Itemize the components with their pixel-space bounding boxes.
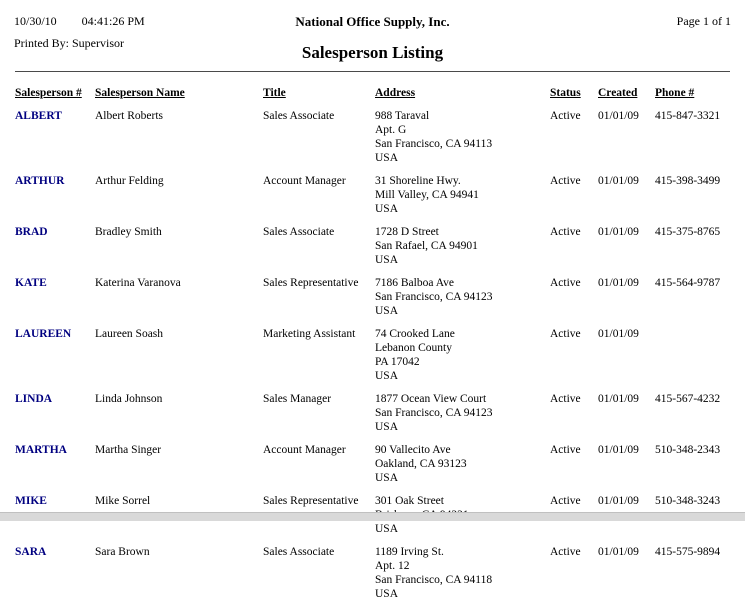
salesperson-phone: 415-847-3321 (655, 110, 721, 122)
address-line: 90 Vallecito Ave (375, 444, 451, 456)
salesperson-title: Account Manager (263, 175, 346, 187)
print-datetime (14, 14, 234, 29)
salesperson-created: 01/01/09 (598, 444, 639, 456)
salesperson-title: Account Manager (263, 444, 346, 456)
address-line: Lebanon County (375, 342, 452, 354)
salesperson-name: Arthur Felding (95, 175, 164, 187)
address-line: 74 Crooked Lane (375, 328, 455, 340)
horizontal-scrollbar[interactable] (0, 512, 745, 521)
address-line: 988 Taraval (375, 110, 430, 122)
address-line: Oakland, CA 93123 (375, 458, 467, 470)
address-line: USA (375, 203, 399, 215)
salesperson-id: MIKE (15, 495, 47, 507)
table-row (0, 392, 745, 434)
column-header: Address (375, 87, 416, 99)
address-line: San Rafael, CA 94901 (375, 240, 478, 252)
salesperson-address (375, 545, 550, 601)
salesperson-address (375, 109, 550, 165)
column-header: Status (550, 87, 581, 99)
salesperson-id: ALBERT (15, 110, 62, 122)
header-rule (15, 71, 730, 72)
salesperson-id: LINDA (15, 393, 53, 405)
salesperson-created: 01/01/09 (598, 175, 639, 187)
salesperson-id: MARTHA (15, 444, 67, 456)
salesperson-phone: 415-398-3499 (655, 175, 721, 187)
address-line: USA (375, 472, 399, 484)
salesperson-title: Sales Associate (263, 110, 335, 122)
address-line: 301 Oak Street (375, 495, 444, 507)
address-line: Mill Valley, CA 94941 (375, 189, 479, 201)
salesperson-created: 01/01/09 (598, 328, 639, 340)
salesperson-phone: 415-567-4232 (655, 393, 721, 405)
salesperson-id: ARTHUR (15, 175, 65, 187)
salesperson-status: Active (550, 444, 581, 456)
salesperson-name: Sara Brown (95, 546, 150, 558)
salesperson-name: Bradley Smith (95, 226, 162, 238)
salesperson-created: 01/01/09 (598, 277, 639, 289)
address-line: USA (375, 305, 399, 317)
salesperson-name: Laureen Soash (95, 328, 164, 340)
salesperson-name: Linda Johnson (95, 393, 163, 405)
table-row (0, 327, 745, 383)
salesperson-id: SARA (15, 546, 47, 558)
table-body (0, 109, 745, 601)
salesperson-title: Sales Representative (263, 495, 359, 507)
address-line: PA 17042 (375, 356, 420, 368)
column-header: Salesperson # (15, 87, 82, 99)
address-line: 1728 D Street (375, 226, 439, 238)
salesperson-status: Active (550, 226, 581, 238)
salesperson-id: BRAD (15, 226, 48, 238)
report-header (0, 0, 745, 72)
salesperson-address (375, 443, 550, 485)
table-row (0, 174, 745, 216)
salesperson-address (375, 276, 550, 318)
address-line: San Francisco, CA 94123 (375, 291, 493, 303)
address-line: USA (375, 370, 399, 382)
salesperson-phone: 510-348-2343 (655, 444, 721, 456)
salesperson-phone: 415-375-8765 (655, 226, 721, 238)
address-line: 1877 Ocean View Court (375, 393, 487, 405)
salesperson-address (375, 327, 550, 383)
address-line: USA (375, 152, 399, 164)
address-line: Apt. 12 (375, 560, 410, 572)
address-line: 7186 Balboa Ave (375, 277, 454, 289)
address-line: Apt. G (375, 124, 407, 136)
address-line: 31 Shoreline Hwy. (375, 175, 461, 187)
salesperson-phone: 415-564-9787 (655, 277, 721, 289)
salesperson-status: Active (550, 175, 581, 187)
salesperson-status: Active (550, 546, 581, 558)
salesperson-created: 01/01/09 (598, 393, 639, 405)
salesperson-title: Sales Representative (263, 277, 359, 289)
printed-date: 10/30/10 (14, 14, 57, 28)
address-line: USA (375, 254, 399, 266)
salesperson-created: 01/01/09 (598, 226, 639, 238)
salesperson-title: Sales Manager (263, 393, 332, 405)
salesperson-title: Sales Associate (263, 546, 335, 558)
salesperson-created: 01/01/09 (598, 110, 639, 122)
address-line: 1189 Irving St. (375, 546, 444, 558)
salesperson-address (375, 174, 550, 216)
salesperson-title: Sales Associate (263, 226, 335, 238)
column-header: Title (263, 87, 286, 99)
salesperson-address (375, 392, 550, 434)
table-row (0, 109, 745, 165)
salesperson-phone: 415-575-9894 (655, 546, 721, 558)
table-row (0, 225, 745, 267)
salesperson-name: Albert Roberts (95, 110, 164, 122)
salesperson-phone: 510-348-3243 (655, 495, 721, 507)
salesperson-id: LAUREEN (15, 328, 72, 340)
table-header-row (0, 86, 745, 100)
table-row (0, 545, 745, 601)
page-info: Page 1 of 1 (676, 14, 731, 28)
column-header: Phone # (655, 87, 695, 99)
salesperson-status: Active (550, 277, 581, 289)
salesperson-status: Active (550, 328, 581, 340)
salesperson-created: 01/01/09 (598, 495, 639, 507)
salesperson-name: Mike Sorrel (95, 495, 151, 507)
table-row (0, 443, 745, 485)
address-line: USA (375, 421, 399, 433)
column-header: Created (598, 87, 638, 99)
salesperson-name: Martha Singer (95, 444, 162, 456)
salesperson-title: Marketing Assistant (263, 328, 356, 340)
salesperson-created: 01/01/09 (598, 546, 639, 558)
salesperson-phone (655, 327, 739, 383)
report-title: Salesperson Listing (301, 43, 444, 62)
table-row (0, 276, 745, 318)
salesperson-status: Active (550, 110, 581, 122)
salesperson-status: Active (550, 495, 581, 507)
address-line: USA (375, 523, 399, 535)
salesperson-status: Active (550, 393, 581, 405)
salesperson-id: KATE (15, 277, 47, 289)
company-name: National Office Supply, Inc. (295, 14, 450, 29)
printed-by: Printed By: Supervisor (14, 36, 124, 50)
address-line: San Francisco, CA 94113 (375, 138, 493, 150)
column-header: Salesperson Name (95, 87, 185, 99)
salesperson-name: Katerina Varanova (95, 277, 181, 289)
address-line: San Francisco, CA 94123 (375, 407, 493, 419)
salesperson-address (375, 225, 550, 267)
printed-time: 04:41:26 PM (81, 14, 145, 28)
address-line: USA (375, 588, 399, 600)
address-line: San Francisco, CA 94118 (375, 574, 493, 586)
